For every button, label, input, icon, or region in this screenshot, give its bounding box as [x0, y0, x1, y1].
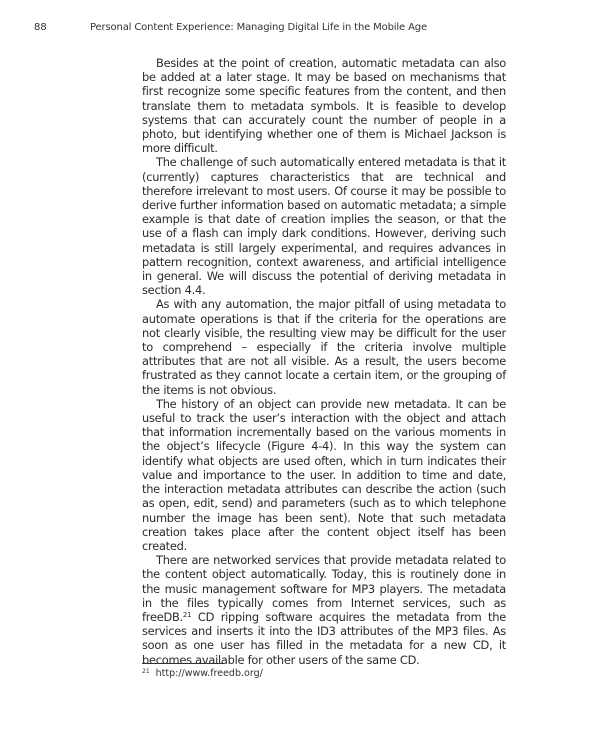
paragraph: The history of an object can provide new metadata. It can be useful to track the user’s interaction with the object and attach that information incrementally based on the various moments in the object’s lifecycle (Figure 4-4). In this way the system can identify what objects are used often, which in turn indicates their value and importance to the user. In addition to time and date, the interaction metadata attributes can describe the action (such as open, edit, send) and parameters (such as to which telephone number the image has been sent). Note that such metadata creation takes place after the content object itself has been created.	[142, 396, 506, 553]
footnote-divider	[142, 663, 224, 664]
paragraph-text: There are networked services that provide metadata related to the content object automatically. Today, this is routinely done in the music management software for MP3 players. The metadata in the files typically comes from Internet services, such as freeDB.	[142, 553, 506, 624]
footnote	[142, 668, 263, 679]
paragraph: Besides at the point of creation, automatic metadata can also be added at a later stage. It may be based on mechanisms that first recognize some specific features from the content, and then translate them to metadata symbols. It is feasible to develop systems that can accurately count the number of people in a photo, but identifying whether one of them is Michael Jackson is more difficult.	[142, 56, 506, 156]
page-number: 88	[34, 22, 47, 33]
running-title: Personal Content Experience: Managing Digital Life in the Mobile Age	[90, 22, 427, 33]
paragraph: As with any automation, the major pitfall of using metadata to automate operations is that if the criteria for the operations are not clearly visible, the resulting view may be difficult for the user to comprehend – especially if the criteria involve multiple attributes that are not all visible. As a result, the users become frustrated as they cannot locate a certain item, or the grouping of the items is not obvious.	[142, 297, 506, 397]
footnote-reference[interactable]: 21	[182, 610, 192, 619]
paragraph-text: CD ripping software acquires the metadata from the services and inserts it into the ID3 attributes of the MP3 files. As soon as one user has filled in the metadata for a new CD, it becomes available for other users of the same CD.	[142, 609, 506, 667]
footnote-number: 21	[142, 668, 150, 675]
footnote-link[interactable]: http://www.freedb.org/	[155, 668, 263, 679]
paragraph: The challenge of such automatically entered metadata is that it (currently) captures characteristics that are technical and therefore irrelevant to most users. Of course it may be possible to derive further information based on automatic metadata; a simple example is that date of creation implies the season, or that the use of a flash can imply dark conditions. However, deriving such metadata is still largely experimental, and requires advances in pattern recognition, context awareness, and artificial intelligence in general. We will discuss the potential of deriving metadata in section 4.4.	[142, 155, 506, 298]
body-text	[142, 56, 506, 667]
paragraph	[142, 553, 506, 667]
running-header	[0, 22, 600, 38]
